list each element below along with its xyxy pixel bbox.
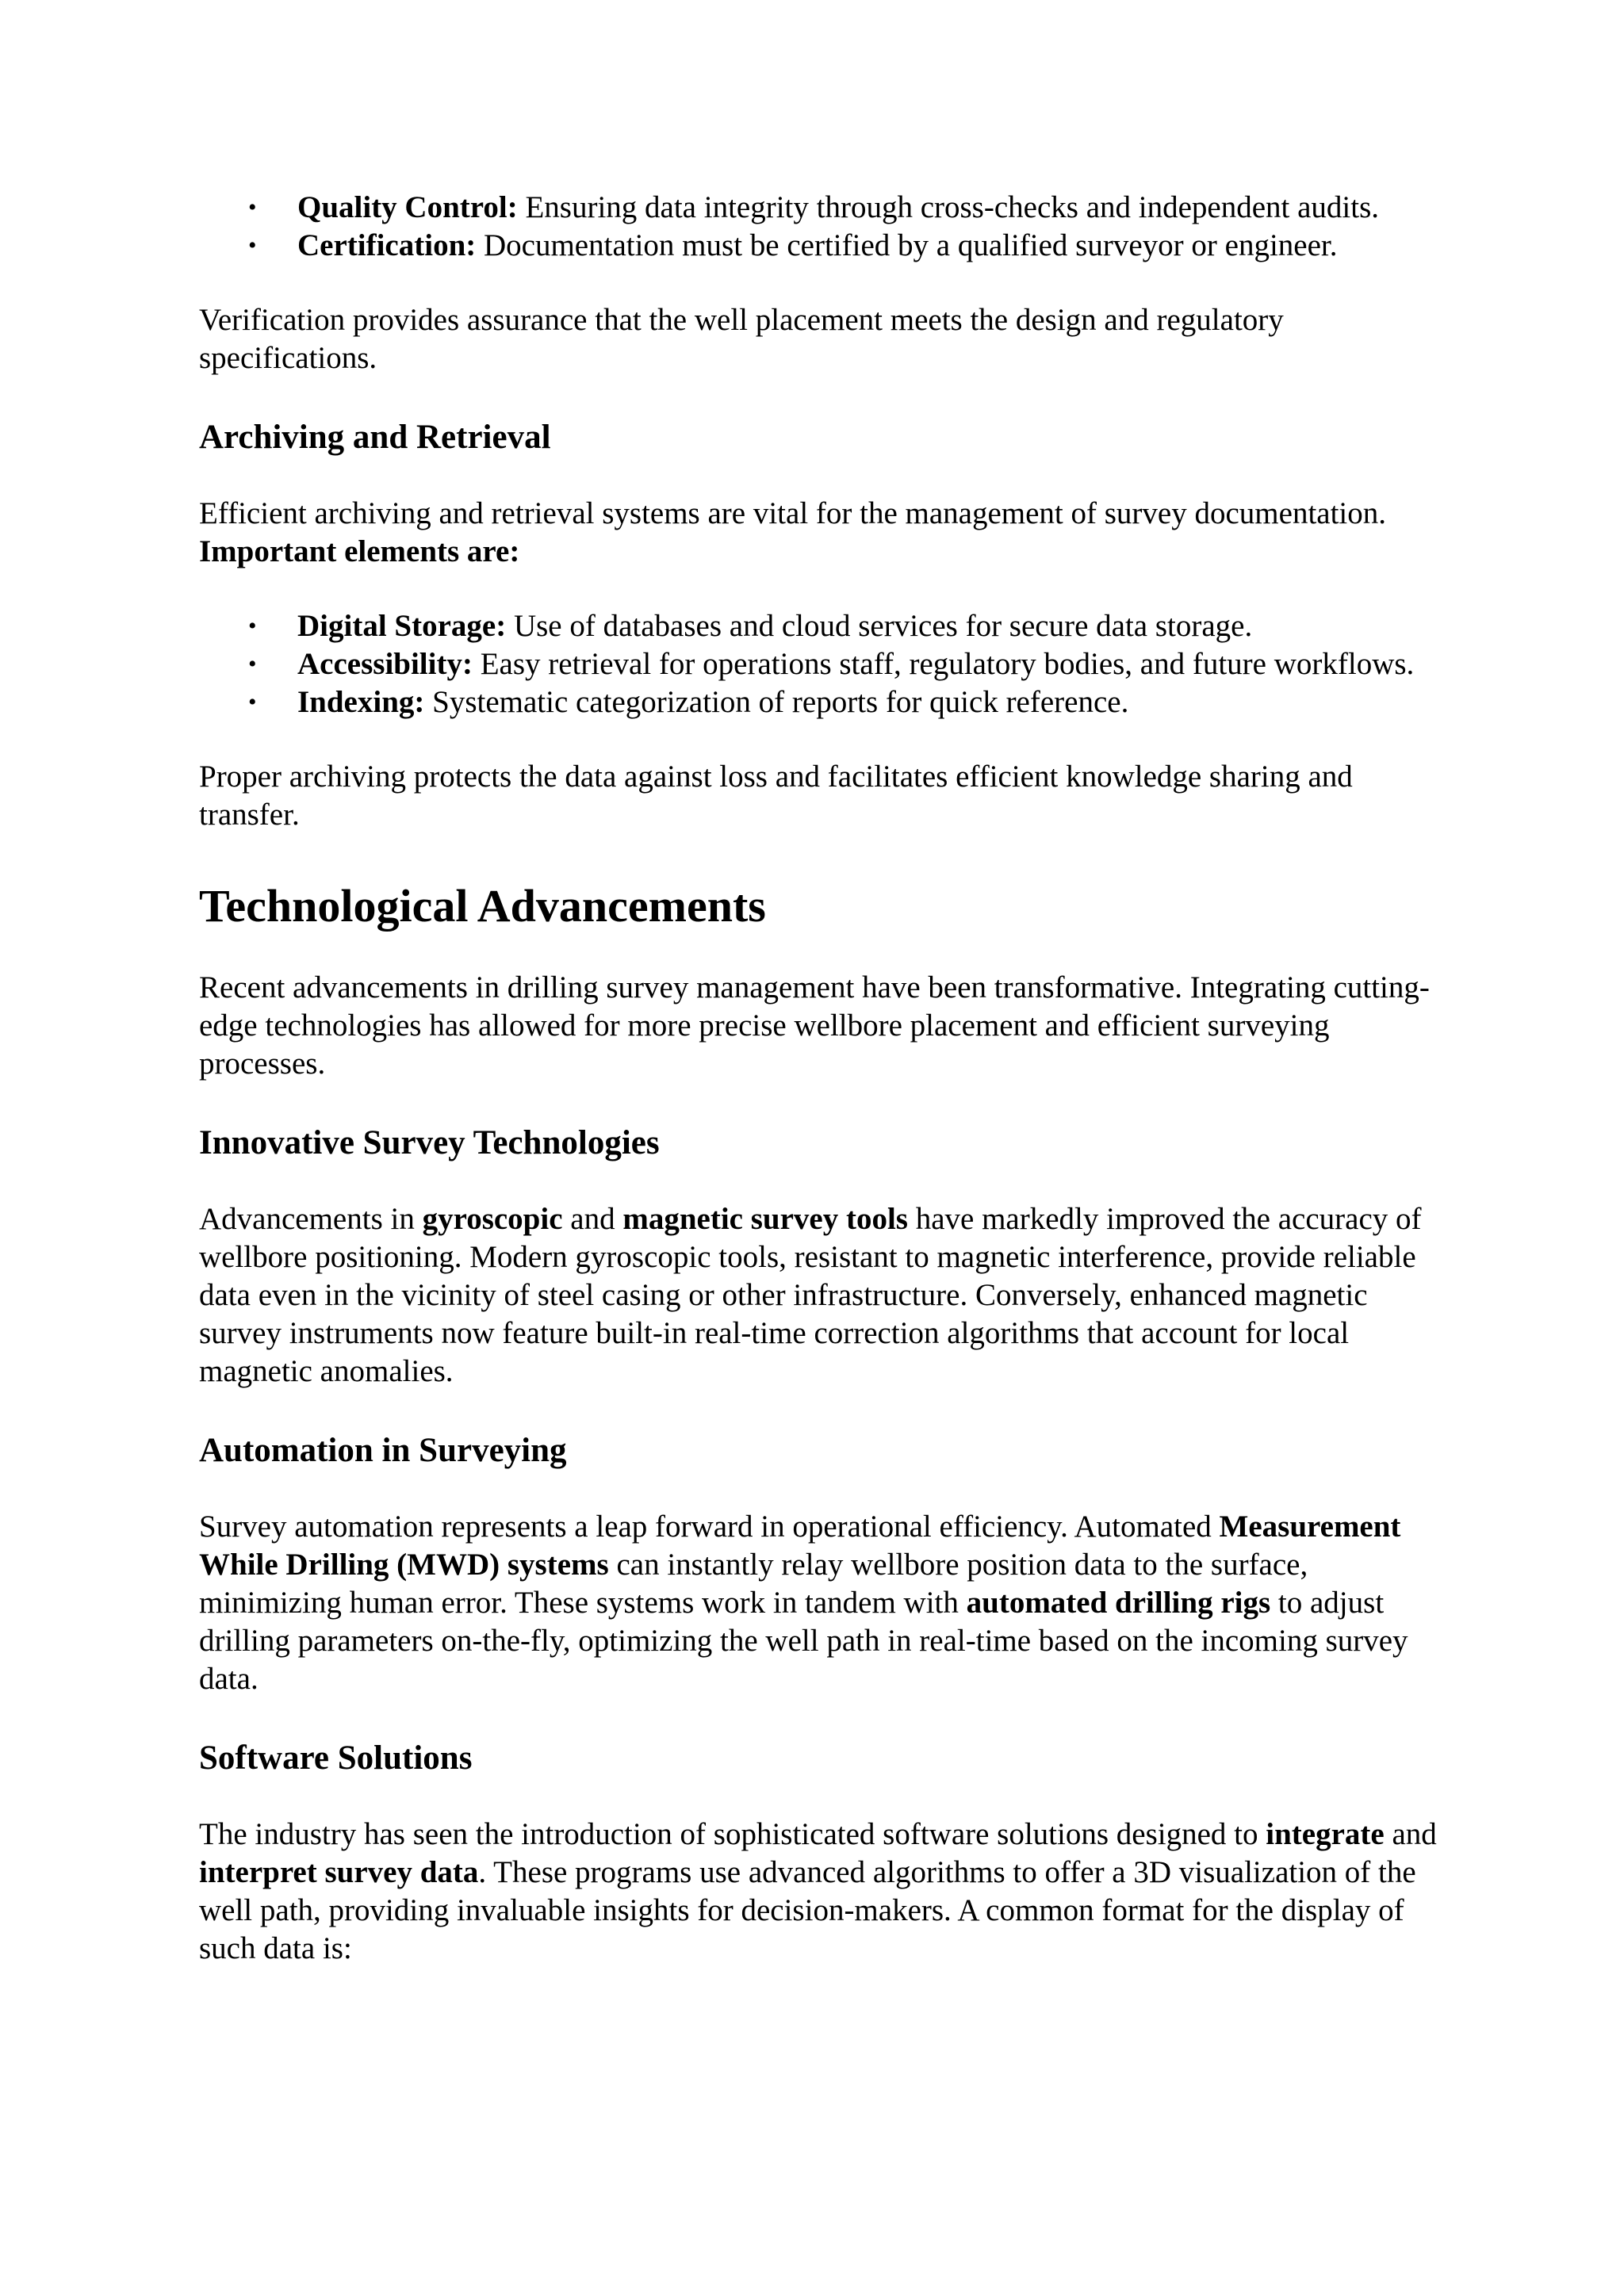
document-page [199, 189, 1444, 1968]
text-run: and [1384, 1817, 1437, 1851]
bold-run: integrate [1266, 1817, 1385, 1851]
archiving-list [199, 607, 1444, 721]
software-paragraph [199, 1816, 1444, 1968]
text-run: Advancements in [199, 1202, 423, 1236]
bullet-icon: • [248, 613, 257, 639]
text-run: . These programs use advanced algorithms to offer a 3D visualization of the well path, providing invaluable insights for decision-makers. A common format for the display of such data is: [199, 1855, 1416, 1965]
text-run: Survey automation represents a leap forward in operational efficiency. Automated [199, 1510, 1220, 1544]
archiving-intro [199, 495, 1444, 571]
list-item-text: Easy retrieval for operations staff, regulatory bodies, and future workflows. [472, 647, 1415, 681]
bold-run: interpret survey data [199, 1855, 479, 1889]
bullet-icon: • [248, 194, 257, 220]
bullet-icon: • [248, 651, 257, 677]
automation-heading: Automation in Surveying [199, 1432, 567, 1469]
list-item-term: Accessibility: [297, 647, 473, 681]
list-item-text: Use of databases and cloud services for secure data storage. [506, 609, 1253, 643]
bold-run: Measurement While Drilling (MWD) systems [199, 1510, 1401, 1582]
list-item [199, 607, 1444, 645]
text-run: to adjust drilling parameters on-the-fly, optimizing the well path in real-time based on the incoming survey data. [199, 1586, 1408, 1696]
bullet-icon: • [248, 689, 257, 715]
list-item-text: Documentation must be certified by a qualified surveyor or engineer. [476, 228, 1338, 262]
bullet-icon: • [248, 232, 257, 258]
list-item-term: Digital Storage: [297, 609, 507, 643]
text-run: can instantly relay wellbore position data to the surface, minimizing human error. These systems work in tandem with [199, 1548, 1308, 1620]
tech-intro: Recent advancements in drilling survey management have been transformative. Integrating cutting-edge technologies has allowed for more precise wellbore placement and efficient surveying processes. [199, 970, 1430, 1081]
list-item [199, 227, 1444, 265]
bold-run: gyroscopic [422, 1202, 563, 1236]
list-item-term: Certification: [297, 228, 477, 262]
software-heading: Software Solutions [199, 1739, 473, 1777]
innovative-paragraph [199, 1200, 1444, 1391]
quality-list [199, 189, 1444, 265]
archiving-intro-bold: Important elements are: [199, 534, 520, 568]
bold-run: magnetic survey tools [622, 1202, 908, 1236]
list-item-term: Indexing: [297, 685, 425, 719]
list-item-text: Systematic categorization of reports for quick reference. [424, 685, 1129, 719]
list-item [199, 645, 1444, 683]
text-run: The industry has seen the introduction of sophisticated software solutions designed to [199, 1817, 1266, 1851]
bold-run: automated drilling rigs [966, 1586, 1271, 1620]
list-item [199, 189, 1444, 227]
list-item [199, 683, 1444, 721]
archiving-heading: Archiving and Retrieval [199, 419, 551, 456]
tech-heading: Technological Advancements [199, 880, 766, 932]
archiving-closing: Proper archiving protects the data against loss and facilitates efficient knowledge sharing and transfer. [199, 760, 1353, 832]
archiving-intro-text: Efficient archiving and retrieval systems are vital for the management of survey documentation. [199, 496, 1387, 530]
text-run: have markedly improved the accuracy of wellbore positioning. Modern gyroscopic tools, resistant to magnetic interference, provide reliable data even in the vicinity of steel casing or other infrastructure. Conversely, enhanced magnetic survey instruments now feature built-in real-time correction algorithms that account for local magnetic anomalies. [199, 1202, 1422, 1388]
verification-paragraph: Verification provides assurance that the well placement meets the design and regulatory specifications. [199, 303, 1284, 375]
text-run: and [562, 1202, 623, 1236]
automation-paragraph [199, 1508, 1444, 1698]
list-item-text: Ensuring data integrity through cross-checks and independent audits. [517, 190, 1380, 224]
innovative-heading: Innovative Survey Technologies [199, 1124, 660, 1161]
list-item-term: Quality Control: [297, 190, 518, 224]
